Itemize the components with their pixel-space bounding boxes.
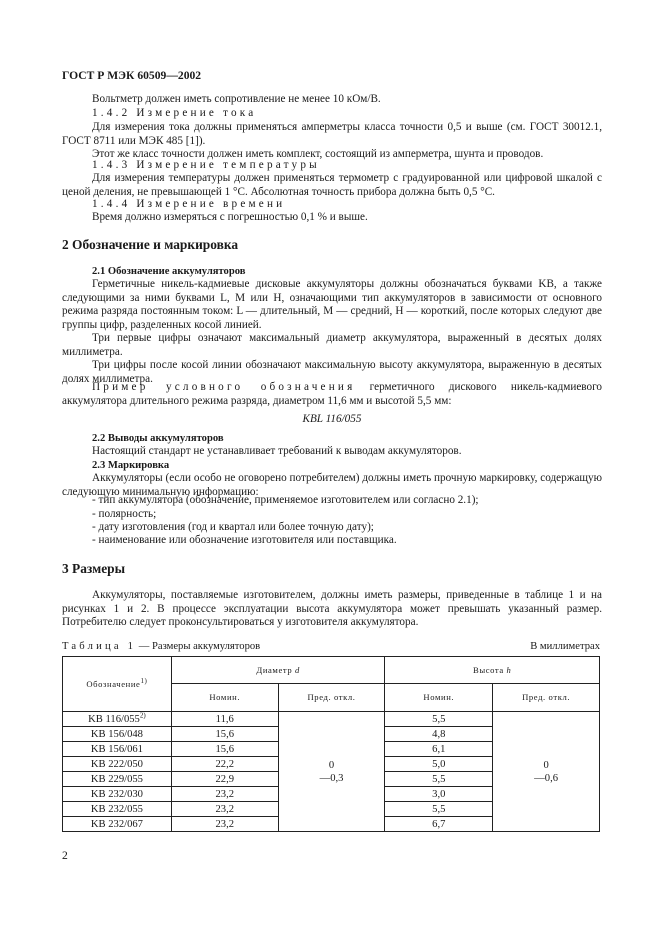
diameter-cell: 15,6	[171, 742, 278, 757]
temperature-paragraph: Для измерения температуры должен применяться термометр с градуированной или цифровой шкалой с ценой деления, не превышающей 1 °С. Абсолютная точность прибора должна быть 0,5 °С.	[62, 172, 602, 198]
designation-paragraph-2: Три первые цифры означают максимальный диаметр аккумулятора, выраженный в десятых долях миллиметра.	[62, 332, 602, 358]
marking-list-item: - тип аккумулятора (обозначение, применяемое изготовителем или согласно 2.1);	[92, 494, 479, 506]
sizes-paragraph: Аккумуляторы, поставляемые изготовителем, должны иметь размеры, приведенные в таблице 1 и на рисунках 1 и 2. В процессе эксплуатации высота аккумулятора может превышать указанный размер. Потребителю следует проконсультироваться у изготовителя аккумулятора.	[62, 589, 602, 629]
height-header: Высота h	[385, 657, 600, 684]
height-cell: 3,0	[385, 787, 493, 802]
example-label: Пример условного обозначения	[92, 381, 356, 393]
document-header: ГОСТ Р МЭК 60509—2002	[62, 69, 202, 82]
diameter-cell: 22,2	[171, 757, 278, 772]
table-caption-title: — Размеры аккумуляторов	[138, 641, 261, 652]
diameter-cell: 22,9	[171, 772, 278, 787]
marking-list-item: - дату изготовления (год и квартал или более точную дату);	[92, 521, 374, 533]
heading-1-4-2: 1.4.2 Измерение тока	[92, 107, 257, 119]
designation-cell: KB 156/048	[63, 727, 172, 742]
designation-cell: KB 232/067	[63, 817, 172, 832]
table-caption	[62, 640, 260, 654]
example-text: герметичного дискового никель-кадмиевого аккумулятора длительного режима разряда, диаметром 11,6 мм и высотой 5,5 мм:	[62, 381, 603, 407]
designation-cell: KB 232/055	[63, 802, 172, 817]
table-row	[63, 712, 600, 727]
heading-2-1: 2.1 Обозначение аккумуляторов	[92, 266, 246, 277]
time-paragraph: Время должно измеряться с погрешностью 0,1 % и выше.	[92, 211, 368, 223]
designation-cell: KB 229/055	[63, 772, 172, 787]
heading-2-2: 2.2 Выводы аккумуляторов	[92, 433, 224, 444]
height-tolerance-header: Пред. откл.	[493, 684, 600, 712]
marking-list-item: - полярность;	[92, 508, 157, 520]
height-cell: 5,5	[385, 712, 493, 727]
diameter-header: Диаметр d	[171, 657, 385, 684]
diameter-cell: 23,2	[171, 802, 278, 817]
diameter-tolerance-cell: 0 —0,3	[278, 712, 385, 832]
heading-2-3: 2.3 Маркировка	[92, 460, 170, 471]
table-units: В миллиметрах	[530, 641, 600, 652]
height-cell: 5,5	[385, 772, 493, 787]
section-2-title: 2 Обозначение и маркировка	[62, 237, 239, 252]
designation-cell: KB 232/030	[63, 787, 172, 802]
page-number: 2	[62, 849, 68, 862]
voltmeter-paragraph: Вольтметр должен иметь сопротивление не менее 10 кОм/В.	[92, 93, 381, 105]
marking-paragraph: Аккумуляторы (если особо не оговорено потребителем) должны иметь прочную маркировку, содержащую следующую минимальную информацию:	[62, 472, 602, 498]
terminals-paragraph: Настоящий стандарт не устанавливает требований к выводам аккумуляторов.	[92, 445, 462, 457]
designation-paragraph-1: Герметичные никель-кадмиевые дисковые аккумуляторы должны обозначаться буквами KB, а также следующими за ними буквами L, M или H, означающими тип аккумуляторов в зависимости от основного режима разряда постоянным током: L — длительный, M — средний, H — короткий, после которых следуют две группы цифр, разделенных косой линией.	[62, 278, 602, 331]
dimensions-table	[62, 656, 600, 832]
designation-cell: KB 222/050	[63, 757, 172, 772]
heading-1-4-3: 1.4.3 Измерение температуры	[92, 159, 320, 171]
designation-cell: KB 156/061	[63, 742, 172, 757]
heading-1-4-4: 1.4.4 Измерение времени	[92, 198, 286, 210]
diameter-nominal-header: Номин.	[171, 684, 278, 712]
designation-paragraph-3: Три цифры после косой линии обозначают максимальную высоту аккумулятора, выраженную в десятых долях миллиметра.	[62, 359, 602, 385]
diameter-cell: 15,6	[171, 727, 278, 742]
height-cell: 5,0	[385, 757, 493, 772]
section-3-title: 3 Размеры	[62, 561, 126, 576]
height-cell: 6,1	[385, 742, 493, 757]
table-caption-label: Таблица 1	[62, 641, 137, 652]
marking-list-item: - наименование или обозначение изготовителя или поставщика.	[92, 534, 397, 546]
diameter-cell: 11,6	[171, 712, 278, 727]
height-cell: 5,5	[385, 802, 493, 817]
height-cell: 4,8	[385, 727, 493, 742]
kit-paragraph: Этот же класс точности должен иметь комплект, состоящий из амперметра, шунта и проводов.	[92, 148, 544, 160]
diameter-tolerance-header: Пред. откл.	[278, 684, 385, 712]
example-paragraph	[62, 381, 602, 408]
designation-cell: KB 116/055$^{2)}$	[63, 712, 172, 727]
diameter-cell: 23,2	[171, 817, 278, 832]
designation-header: Обозначение$^{1)}$	[63, 657, 172, 712]
diameter-cell: 23,2	[171, 787, 278, 802]
current-paragraph: Для измерения тока должны применяться амперметры класса точности 0,5 и выше (см. ГОСТ 30012.1, ГОСТ 8711 или МЭК 485 [1]).	[62, 121, 602, 147]
example-formula: KBL 116/055	[302, 413, 362, 425]
height-nominal-header: Номин.	[385, 684, 493, 712]
height-cell: 6,7	[385, 817, 493, 832]
height-tolerance-cell: 0 —0,6	[493, 712, 600, 832]
